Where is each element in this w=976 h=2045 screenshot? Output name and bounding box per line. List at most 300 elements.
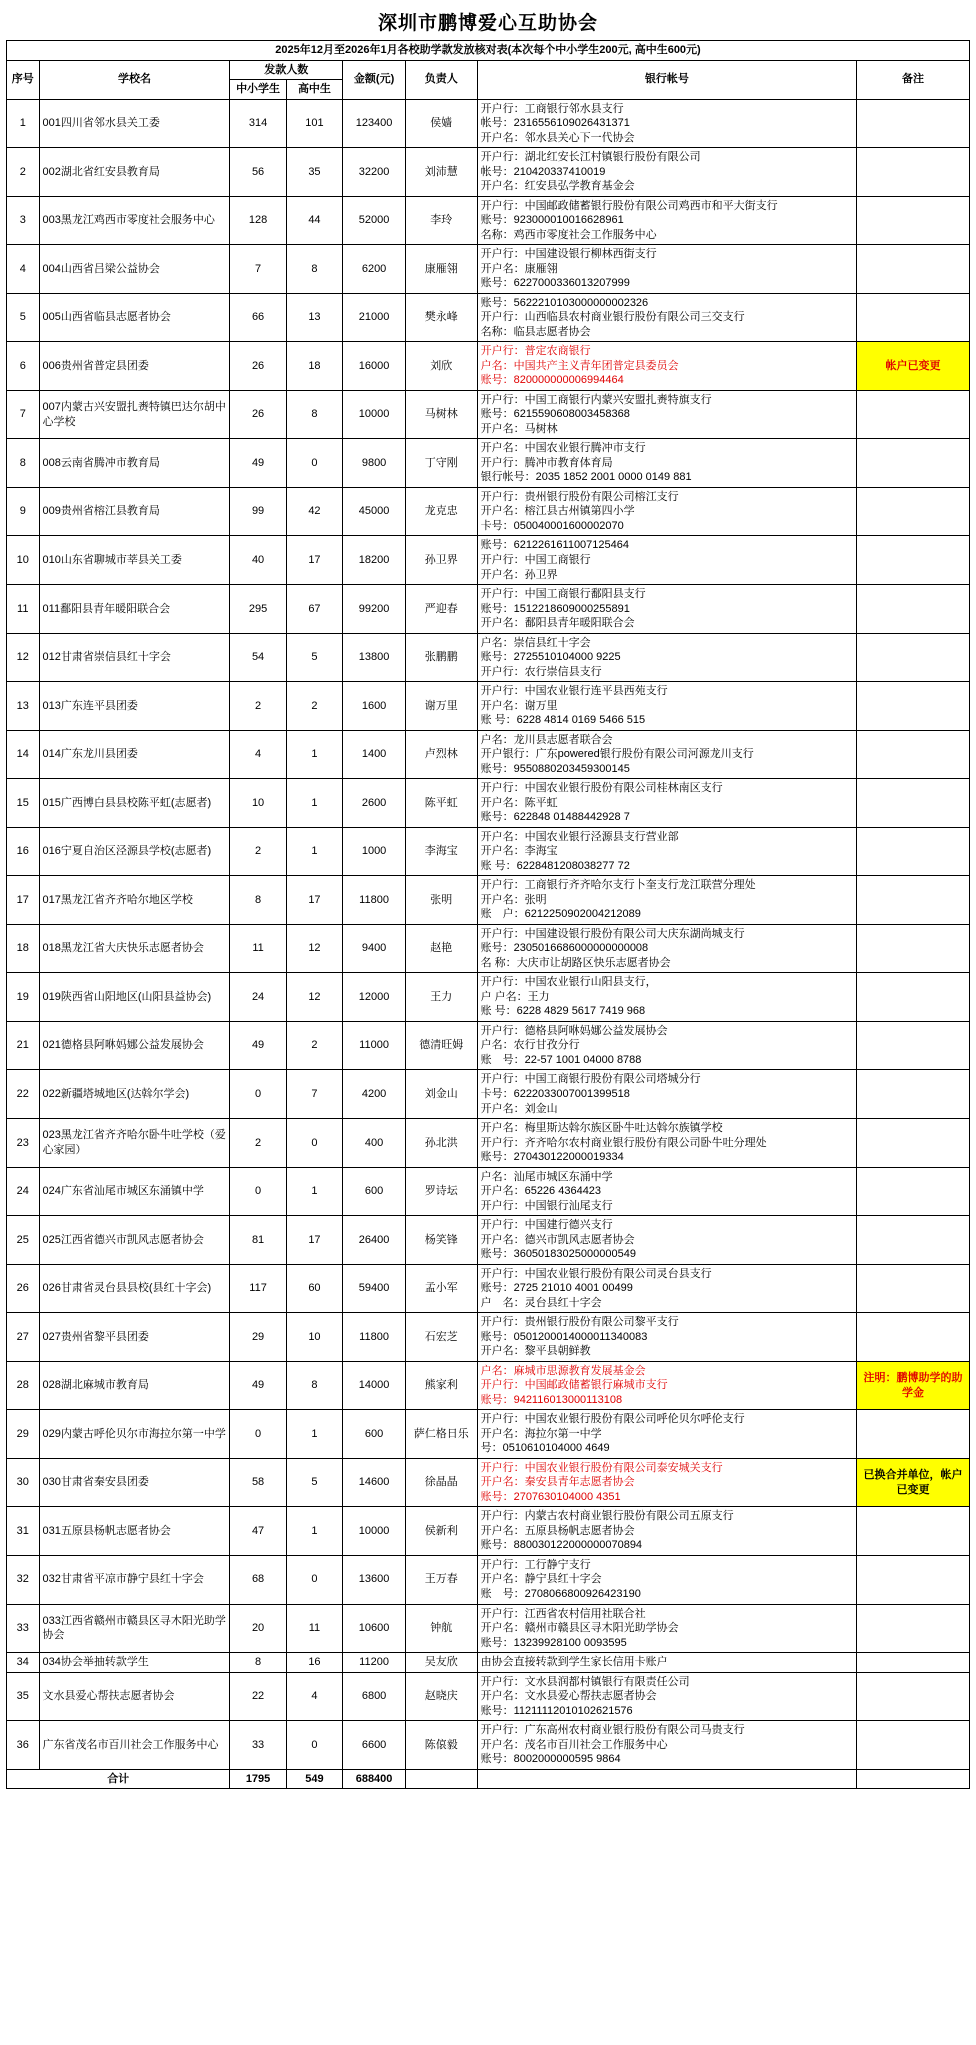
row-school-name: 021德格县阿咻妈娜公益发展协会 bbox=[39, 1021, 230, 1070]
row-school-name: 005山西省临县志愿者协会 bbox=[39, 293, 230, 342]
row-index: 29 bbox=[7, 1410, 40, 1459]
row-bank-info bbox=[477, 779, 857, 828]
row-amount: 11800 bbox=[343, 876, 406, 925]
row-index: 17 bbox=[7, 876, 40, 925]
row-bank-info bbox=[477, 1604, 857, 1653]
row-bank-info bbox=[477, 245, 857, 294]
row-amount: 11000 bbox=[343, 1021, 406, 1070]
row-person: 孟小军 bbox=[406, 1264, 478, 1313]
row-person: 徐晶晶 bbox=[406, 1458, 478, 1507]
row-school-name: 010山东省聊城市莘县关工委 bbox=[39, 536, 230, 585]
row-primary-count: 0 bbox=[230, 1410, 286, 1459]
bank-line: 开户名：陈平虹 bbox=[480, 796, 558, 809]
row-index: 10 bbox=[7, 536, 40, 585]
row-amount: 45000 bbox=[343, 487, 406, 536]
table-row bbox=[7, 730, 970, 779]
row-bank-info bbox=[477, 730, 857, 779]
row-index: 32 bbox=[7, 1555, 40, 1604]
bank-line: 开户名：茂名市百川社会工作服务中心 bbox=[480, 1738, 668, 1751]
row-amount: 21000 bbox=[343, 293, 406, 342]
row-bank-info bbox=[477, 1216, 857, 1265]
table-row bbox=[7, 779, 970, 828]
bank-line: 账号：11211112010102621576 bbox=[480, 1704, 633, 1717]
row-person: 侯新利 bbox=[406, 1507, 478, 1556]
row-index: 7 bbox=[7, 390, 40, 439]
row-index: 4 bbox=[7, 245, 40, 294]
row-remark bbox=[857, 487, 970, 536]
row-bank-info bbox=[477, 1167, 857, 1216]
row-high-count: 0 bbox=[286, 1721, 342, 1770]
bank-line: 开户行：中国邮政储蓄银行股份有限公司鸡西市和平大街支行 bbox=[480, 199, 778, 212]
row-remark bbox=[857, 1264, 970, 1313]
row-remark bbox=[857, 779, 970, 828]
row-person: 杨笑锋 bbox=[406, 1216, 478, 1265]
row-remark: 已换合并单位，帐户已变更 bbox=[857, 1458, 970, 1507]
row-amount: 13600 bbox=[343, 1555, 406, 1604]
row-person: 王力 bbox=[406, 973, 478, 1022]
row-index: 31 bbox=[7, 1507, 40, 1556]
bank-line: 开户名：静宁县红十字会 bbox=[480, 1573, 602, 1586]
row-primary-count: 20 bbox=[230, 1604, 286, 1653]
bank-line: 开户行：普定农商银行 bbox=[480, 345, 591, 358]
bank-line: 开户行：湖北红安长江村镇银行股份有限公司 bbox=[480, 151, 701, 164]
bank-line: 开户行：贵州银行股份有限公司黎平支行 bbox=[480, 1316, 679, 1329]
bank-line: 开户名：文水县爱心帮扶志愿者协会 bbox=[480, 1690, 657, 1703]
row-remark bbox=[857, 1070, 970, 1119]
row-amount: 16000 bbox=[343, 342, 406, 391]
bank-line: 名称：鸡西市零度社会工作服务中心 bbox=[480, 228, 657, 241]
row-school-name: 003黑龙江鸡西市零度社会服务中心 bbox=[39, 196, 230, 245]
table-body bbox=[7, 99, 970, 1769]
row-bank-info bbox=[477, 99, 857, 148]
row-index: 27 bbox=[7, 1313, 40, 1362]
row-person: 萨仁格日乐 bbox=[406, 1410, 478, 1459]
bank-line: 开户名：孙卫界 bbox=[480, 568, 558, 581]
row-primary-count: 8 bbox=[230, 1653, 286, 1673]
row-person: 赵艳 bbox=[406, 924, 478, 973]
row-primary-count: 24 bbox=[230, 973, 286, 1022]
row-person: 吴友欣 bbox=[406, 1653, 478, 1673]
header-high: 高中生 bbox=[286, 80, 342, 100]
row-amount: 6600 bbox=[343, 1721, 406, 1770]
row-amount: 10000 bbox=[343, 1507, 406, 1556]
bank-line: 开户名：张明 bbox=[480, 893, 547, 906]
bank-line: 账号：6215590608003458368 bbox=[480, 408, 630, 421]
bank-line: 账号：923000010016628961 bbox=[480, 214, 624, 227]
row-remark bbox=[857, 293, 970, 342]
row-index: 26 bbox=[7, 1264, 40, 1313]
bank-line: 开户名：秦安县青年志愿者协会 bbox=[480, 1476, 635, 1489]
row-bank-info bbox=[477, 1555, 857, 1604]
bank-line: 开户名：德兴市凯风志愿者协会 bbox=[480, 1233, 635, 1246]
bank-line: 开户行：山西临县农村商业银行股份有限公司三交支行 bbox=[480, 311, 745, 324]
bank-line: 开户名：李海宝 bbox=[480, 845, 558, 858]
bank-line: 账号：5622210103000000002326 bbox=[480, 296, 649, 309]
row-remark bbox=[857, 1021, 970, 1070]
row-school-name: 015广西博白县县校陈平虹(志愿者) bbox=[39, 779, 230, 828]
row-index: 25 bbox=[7, 1216, 40, 1265]
row-bank-info bbox=[477, 487, 857, 536]
row-high-count: 2 bbox=[286, 682, 342, 731]
row-school-name: 002湖北省红安县教育局 bbox=[39, 148, 230, 197]
bank-line: 开户行：中国银行汕尾支行 bbox=[480, 1199, 613, 1212]
row-school-name: 018黑龙江省大庆快乐志愿者协会 bbox=[39, 924, 230, 973]
subtitle-row bbox=[7, 41, 970, 61]
row-remark bbox=[857, 730, 970, 779]
bank-line: 账 号：6228481208038277 72 bbox=[480, 859, 630, 872]
total-label: 合计 bbox=[7, 1769, 230, 1789]
bank-line: 开户行：中国农业银行连平县西苑支行 bbox=[480, 685, 668, 698]
bank-line: 账号：9550880203459300145 bbox=[480, 762, 630, 775]
row-amount: 1400 bbox=[343, 730, 406, 779]
row-bank-info bbox=[477, 1410, 857, 1459]
row-index: 2 bbox=[7, 148, 40, 197]
row-person: 德清旺姆 bbox=[406, 1021, 478, 1070]
row-high-count: 1 bbox=[286, 779, 342, 828]
total-person-blank bbox=[406, 1769, 478, 1789]
row-high-count: 1 bbox=[286, 1507, 342, 1556]
row-person: 马树林 bbox=[406, 390, 478, 439]
row-amount: 6800 bbox=[343, 1672, 406, 1721]
row-high-count: 5 bbox=[286, 633, 342, 682]
table-row bbox=[7, 1458, 970, 1507]
header-primary: 中小学生 bbox=[230, 80, 286, 100]
table-row bbox=[7, 827, 970, 876]
row-high-count: 7 bbox=[286, 1070, 342, 1119]
row-school-name: 013广东连平县团委 bbox=[39, 682, 230, 731]
row-remark bbox=[857, 1555, 970, 1604]
row-amount: 99200 bbox=[343, 585, 406, 634]
row-school-name: 029内蒙古呼伦贝尔市海拉尔第一中学 bbox=[39, 1410, 230, 1459]
bank-line: 开户名：刘金山 bbox=[480, 1102, 558, 1115]
table-row bbox=[7, 439, 970, 488]
bank-line: 开户行：中国建行德兴支行 bbox=[480, 1219, 613, 1232]
row-primary-count: 68 bbox=[230, 1555, 286, 1604]
row-index: 28 bbox=[7, 1361, 40, 1410]
header-group: 发款人数 bbox=[230, 60, 343, 80]
table-row bbox=[7, 1216, 970, 1265]
bank-line: 银行帐号：2035 1852 2001 0000 0149 881 bbox=[480, 471, 692, 484]
row-remark bbox=[857, 99, 970, 148]
row-bank-info bbox=[477, 1653, 857, 1673]
bank-line: 账号：8002000000595 9864 bbox=[480, 1753, 621, 1766]
row-primary-count: 2 bbox=[230, 827, 286, 876]
row-high-count: 13 bbox=[286, 293, 342, 342]
total-high: 549 bbox=[286, 1769, 342, 1789]
row-bank-info bbox=[477, 536, 857, 585]
row-school-name: 022新疆塔城地区(达斡尔学会) bbox=[39, 1070, 230, 1119]
row-school-name: 001四川省邻水县关工委 bbox=[39, 99, 230, 148]
row-person: 刘金山 bbox=[406, 1070, 478, 1119]
row-index: 23 bbox=[7, 1119, 40, 1168]
row-remark bbox=[857, 924, 970, 973]
row-primary-count: 47 bbox=[230, 1507, 286, 1556]
row-remark bbox=[857, 245, 970, 294]
row-primary-count: 10 bbox=[230, 779, 286, 828]
row-person: 孙北洪 bbox=[406, 1119, 478, 1168]
row-person: 石宏芝 bbox=[406, 1313, 478, 1362]
row-person: 张鹏鹏 bbox=[406, 633, 478, 682]
bank-line: 账号：270430122000019334 bbox=[480, 1151, 624, 1164]
row-remark bbox=[857, 1410, 970, 1459]
row-primary-count: 58 bbox=[230, 1458, 286, 1507]
row-bank-info bbox=[477, 1313, 857, 1362]
row-remark bbox=[857, 973, 970, 1022]
row-primary-count: 117 bbox=[230, 1264, 286, 1313]
row-person: 严迎春 bbox=[406, 585, 478, 634]
bank-line: 名 称：大庆市让胡路区快乐志愿者协会 bbox=[480, 956, 671, 969]
bank-line: 开户行：工商银行齐齐哈尔支行卜奎支行龙江联营分理处 bbox=[480, 879, 756, 892]
row-amount: 9400 bbox=[343, 924, 406, 973]
row-person: 侯嫱 bbox=[406, 99, 478, 148]
row-high-count: 1 bbox=[286, 1410, 342, 1459]
row-remark bbox=[857, 1721, 970, 1770]
bank-line: 开户行：德格县阿咻妈娜公益发展协会 bbox=[480, 1024, 668, 1037]
bank-line: 账号：36050183025000000549 bbox=[480, 1248, 636, 1261]
row-primary-count: 99 bbox=[230, 487, 286, 536]
row-index: 35 bbox=[7, 1672, 40, 1721]
row-index: 6 bbox=[7, 342, 40, 391]
bank-line: 开户名：邻水县关心下一代协会 bbox=[480, 131, 635, 144]
row-primary-count: 22 bbox=[230, 1672, 286, 1721]
row-amount: 123400 bbox=[343, 99, 406, 148]
row-primary-count: 11 bbox=[230, 924, 286, 973]
bank-line: 开户行：中国工商银行 bbox=[480, 553, 591, 566]
row-index: 22 bbox=[7, 1070, 40, 1119]
row-high-count: 8 bbox=[286, 1361, 342, 1410]
row-school-name: 017黑龙江省齐齐哈尔地区学校 bbox=[39, 876, 230, 925]
row-primary-count: 0 bbox=[230, 1167, 286, 1216]
row-high-count: 60 bbox=[286, 1264, 342, 1313]
bank-line: 开户行：中国农业银行股份有限公司桂林南区支行 bbox=[480, 782, 723, 795]
row-high-count: 2 bbox=[286, 1021, 342, 1070]
header-remark: 备注 bbox=[857, 60, 970, 99]
row-index: 13 bbox=[7, 682, 40, 731]
bank-line: 账号：820000000006994464 bbox=[480, 374, 624, 387]
bank-line: 账号：13239928100 0093595 bbox=[480, 1636, 627, 1649]
row-high-count: 0 bbox=[286, 1555, 342, 1604]
row-bank-info bbox=[477, 390, 857, 439]
row-primary-count: 2 bbox=[230, 682, 286, 731]
row-remark bbox=[857, 827, 970, 876]
row-primary-count: 295 bbox=[230, 585, 286, 634]
row-amount: 1600 bbox=[343, 682, 406, 731]
row-high-count: 44 bbox=[286, 196, 342, 245]
row-remark bbox=[857, 876, 970, 925]
bank-line: 帐号：210420337410019 bbox=[480, 165, 606, 178]
row-amount: 600 bbox=[343, 1410, 406, 1459]
row-school-name: 032甘肃省平凉市静宁县红十字会 bbox=[39, 1555, 230, 1604]
row-index: 9 bbox=[7, 487, 40, 536]
row-school-name: 034协会举抽转款学生 bbox=[39, 1653, 230, 1673]
row-primary-count: 0 bbox=[230, 1070, 286, 1119]
bank-line: 开户名：中国农业银行泾源县支行营业部 bbox=[480, 830, 679, 843]
bank-line: 开户行：文水县润都村镇银行有限责任公司 bbox=[480, 1675, 690, 1688]
bank-line: 账 号：6228 4814 0169 5466 515 bbox=[480, 714, 646, 727]
table-row bbox=[7, 293, 970, 342]
bank-line: 账 号：22-57 1001 04000 8788 bbox=[480, 1053, 642, 1066]
row-amount: 2600 bbox=[343, 779, 406, 828]
row-school-name: 025江西省德兴市凯风志愿者协会 bbox=[39, 1216, 230, 1265]
row-primary-count: 26 bbox=[230, 342, 286, 391]
row-school-name: 033江西省赣州市赣县区寻木阳光助学协会 bbox=[39, 1604, 230, 1653]
table-row bbox=[7, 1070, 970, 1119]
bank-line: 名称：临县志愿者协会 bbox=[480, 325, 591, 338]
row-school-name: 011鄱阳县青年暖阳联合会 bbox=[39, 585, 230, 634]
row-bank-info bbox=[477, 1264, 857, 1313]
bank-line: 开户行：中国农业银行股份有限公司呼伦贝尔呼伦支行 bbox=[480, 1413, 745, 1426]
row-primary-count: 66 bbox=[230, 293, 286, 342]
bank-line: 开户行：内蒙古农村商业银行股份有限公司五原支行 bbox=[480, 1510, 734, 1523]
bank-line: 户名：麻城市思源教育发展基金会 bbox=[480, 1364, 646, 1377]
table-row bbox=[7, 633, 970, 682]
bank-line: 卡号：050040001600002070 bbox=[480, 519, 624, 532]
bank-line: 开户行：江西省农村信用社联合社 bbox=[480, 1607, 646, 1620]
table-row bbox=[7, 1507, 970, 1556]
table-row bbox=[7, 973, 970, 1022]
row-high-count: 101 bbox=[286, 99, 342, 148]
row-school-name: 027贵州省黎平县团委 bbox=[39, 1313, 230, 1362]
bank-line: 账号：2725510104000 9225 bbox=[480, 651, 621, 664]
row-index: 8 bbox=[7, 439, 40, 488]
page-title: 深圳市鹏博爱心互助协会 bbox=[377, 13, 598, 34]
table-row bbox=[7, 342, 970, 391]
row-index: 33 bbox=[7, 1604, 40, 1653]
bank-line: 账号：622848 01488442928 7 bbox=[480, 811, 630, 824]
row-person: 刘欣 bbox=[406, 342, 478, 391]
bank-line: 账号：880030122000000070894 bbox=[480, 1539, 643, 1552]
table-row bbox=[7, 1313, 970, 1362]
row-high-count: 1 bbox=[286, 730, 342, 779]
row-high-count: 17 bbox=[286, 536, 342, 585]
row-primary-count: 8 bbox=[230, 876, 286, 925]
row-remark bbox=[857, 1313, 970, 1362]
bank-line: 开户名：五原县杨帆志愿者协会 bbox=[480, 1524, 635, 1537]
row-person: 王万春 bbox=[406, 1555, 478, 1604]
row-school-name: 026甘肃省灵台县县校(县红十字会) bbox=[39, 1264, 230, 1313]
row-school-name: 028湖北麻城市教育局 bbox=[39, 1361, 230, 1410]
row-bank-info bbox=[477, 1361, 857, 1410]
row-bank-info bbox=[477, 682, 857, 731]
table-row bbox=[7, 536, 970, 585]
row-bank-info bbox=[477, 196, 857, 245]
row-primary-count: 54 bbox=[230, 633, 286, 682]
row-school-name: 031五原县杨帆志愿者协会 bbox=[39, 1507, 230, 1556]
row-high-count: 67 bbox=[286, 585, 342, 634]
row-bank-info bbox=[477, 827, 857, 876]
row-bank-info bbox=[477, 585, 857, 634]
bank-line: 开户银行：广东powered银行股份有限公司河源龙川支行 bbox=[480, 748, 754, 761]
bank-line: 账号：1512218609000255891 bbox=[480, 602, 630, 615]
row-remark bbox=[857, 1167, 970, 1216]
bank-line: 号：0510610104000 4649 bbox=[480, 1442, 610, 1455]
row-high-count: 10 bbox=[286, 1313, 342, 1362]
bank-line: 账 户：6212250902004212089 bbox=[480, 908, 641, 921]
bank-line: 开户行：中国工商银行股份有限公司塔城分行 bbox=[480, 1073, 701, 1086]
aid-distribution-table bbox=[6, 40, 970, 1789]
bank-line: 户 户名：王力 bbox=[480, 990, 550, 1003]
row-primary-count: 40 bbox=[230, 536, 286, 585]
bank-line: 开户行：中国农业银行股份有限公司灵台县支行 bbox=[480, 1267, 712, 1280]
header-index: 序号 bbox=[7, 60, 40, 99]
row-person: 陈平虹 bbox=[406, 779, 478, 828]
row-bank-info bbox=[477, 876, 857, 925]
table-row bbox=[7, 487, 970, 536]
table-row bbox=[7, 585, 970, 634]
row-primary-count: 49 bbox=[230, 439, 286, 488]
header-person: 负责人 bbox=[406, 60, 478, 99]
row-amount: 6200 bbox=[343, 245, 406, 294]
row-high-count: 8 bbox=[286, 390, 342, 439]
bank-line: 账号：2305016686000000000008 bbox=[480, 942, 649, 955]
bank-line: 账 号：6228 4829 5617 7419 968 bbox=[480, 1005, 646, 1018]
row-index: 12 bbox=[7, 633, 40, 682]
row-remark: 注明：鹏博助学的助学金 bbox=[857, 1361, 970, 1410]
row-index: 16 bbox=[7, 827, 40, 876]
row-amount: 13800 bbox=[343, 633, 406, 682]
bank-line: 开户名：65226 4364423 bbox=[480, 1185, 602, 1198]
row-bank-info bbox=[477, 1119, 857, 1168]
row-person: 李海宝 bbox=[406, 827, 478, 876]
bank-line: 账号：0501200014000011340083 bbox=[480, 1330, 648, 1343]
row-person: 孙卫界 bbox=[406, 536, 478, 585]
row-amount: 52000 bbox=[343, 196, 406, 245]
row-person: 康雁翎 bbox=[406, 245, 478, 294]
row-remark bbox=[857, 148, 970, 197]
row-person: 龙克忠 bbox=[406, 487, 478, 536]
row-high-count: 17 bbox=[286, 876, 342, 925]
row-remark bbox=[857, 585, 970, 634]
row-school-name: 004山西省吕梁公益协会 bbox=[39, 245, 230, 294]
row-amount: 32200 bbox=[343, 148, 406, 197]
table-row bbox=[7, 148, 970, 197]
row-primary-count: 49 bbox=[230, 1021, 286, 1070]
row-school-name: 024广东省汕尾市城区东涌镇中学 bbox=[39, 1167, 230, 1216]
bank-line: 户名：中国共产主义青年团普定县委员会 bbox=[480, 359, 679, 372]
row-bank-info bbox=[477, 924, 857, 973]
row-high-count: 12 bbox=[286, 973, 342, 1022]
row-high-count: 18 bbox=[286, 342, 342, 391]
row-amount: 11800 bbox=[343, 1313, 406, 1362]
row-remark bbox=[857, 1604, 970, 1653]
header-amount: 金额(元) bbox=[343, 60, 406, 99]
row-person: 谢万里 bbox=[406, 682, 478, 731]
total-row bbox=[7, 1769, 970, 1789]
table-row bbox=[7, 1119, 970, 1168]
row-primary-count: 26 bbox=[230, 390, 286, 439]
row-high-count: 12 bbox=[286, 924, 342, 973]
bank-line: 开户名：谢万里 bbox=[480, 699, 558, 712]
row-amount: 600 bbox=[343, 1167, 406, 1216]
bank-line: 帐号：2316556109026431371 bbox=[480, 117, 630, 130]
row-school-name: 023黑龙江省齐齐哈尔卧牛吐学校（爱心家园） bbox=[39, 1119, 230, 1168]
bank-line: 户名：崇信县红十字会 bbox=[480, 636, 591, 649]
row-high-count: 0 bbox=[286, 439, 342, 488]
header-row-1 bbox=[7, 60, 970, 80]
row-high-count: 42 bbox=[286, 487, 342, 536]
table-row bbox=[7, 1021, 970, 1070]
row-school-name: 008云南省腾冲市教育局 bbox=[39, 439, 230, 488]
row-school-name: 006贵州省普定县团委 bbox=[39, 342, 230, 391]
bank-line: 账号：2725 21010 4001 00499 bbox=[480, 1282, 633, 1295]
row-person: 樊永峰 bbox=[406, 293, 478, 342]
row-remark bbox=[857, 682, 970, 731]
bank-line: 开户行：中国农业银行山阳县支行， bbox=[480, 976, 657, 989]
row-person: 熊家利 bbox=[406, 1361, 478, 1410]
bank-line: 开户名：中国农业银行腾冲市支行 bbox=[480, 442, 646, 455]
row-amount: 400 bbox=[343, 1119, 406, 1168]
row-remark bbox=[857, 1216, 970, 1265]
